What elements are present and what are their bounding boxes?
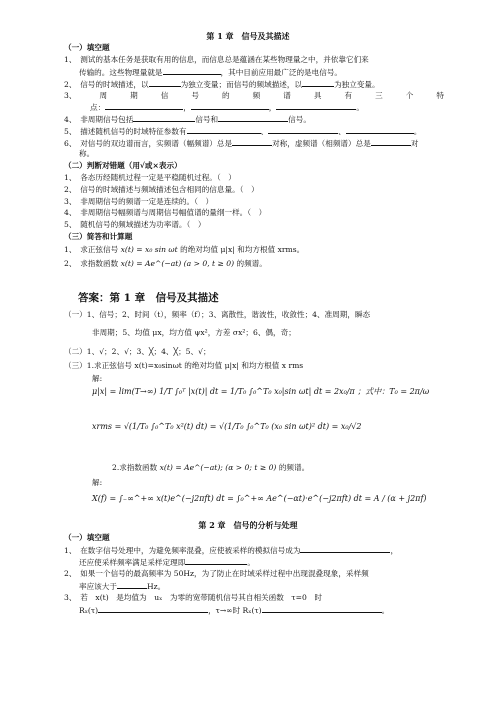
- q5-text: 5、 描述随机信号的时域特征参数有: [64, 127, 187, 136]
- q3-char: 期: [130, 91, 138, 100]
- calc-q1-prefix: 1、 求正弦信号: [64, 245, 119, 254]
- q5-blank-3[interactable]: [346, 125, 414, 134]
- ch2-q3-line2: Rₓ(τ) ，τ→∞时 Rₓ(τ) 。: [79, 606, 390, 615]
- tf-heading: （二）判断对错题（用√或×表示）: [64, 161, 182, 170]
- formula-spectrum: X(f) = ∫₋∞^+∞ x(t)e^(−j2πft) dt = ∫₀^+∞ Ae^(−αt)·e^(−j2πft) dt = A / (α + j2πf): [92, 494, 427, 503]
- ch2-q3-text-c: ，τ→∞时 Rₓ(τ): [208, 606, 262, 615]
- q2-line: [64, 78, 380, 90]
- formula-abs-mean: μ|x| = lim(T→∞) 1/T ∫₀ᵀ |x(t)| dt = 1/T₀ ∫₀^T₀ x₀|sin ωt| dt = 2x₀/π ；式中：T₀ = 2π/ω: [92, 387, 430, 396]
- q1-line1: 1、 测试的基本任务是获取有用的信息，而信息总是蕴涵在某些物理量之中，并依靠它们来: [64, 55, 369, 64]
- answers-title: 答案：第 1 章 信号及其描述: [78, 292, 219, 304]
- ch2-q1-text-b: 还应使采样频率满足采样定理即: [79, 558, 186, 567]
- q4-blank-2[interactable]: [218, 113, 288, 122]
- calc-q1: [64, 244, 304, 255]
- tf-item-4: 4、 非周期信号幅频谱与周期信号幅值谱的量纲一样。（ ）: [64, 208, 267, 217]
- q3-char: 3、: [64, 91, 77, 100]
- q2-text-c: 为独立变量。: [334, 80, 380, 89]
- q3-char: 具: [313, 91, 322, 100]
- ans-calc-q2-formula: x(t) = Ae^(−at); (α > 0; t ≥ 0): [159, 463, 277, 472]
- ch2-q3-text-b: Rₓ(τ): [79, 606, 99, 615]
- q1-blank[interactable]: [163, 66, 221, 75]
- q3-blank-1[interactable]: [105, 101, 183, 110]
- q4-text-c: 信号。: [288, 115, 311, 124]
- calc-q2-prefix: 2、 求指数函数: [64, 259, 119, 268]
- q4-blank-1[interactable]: [133, 113, 195, 122]
- ans-tf-line: （二）1、√；2、√；3、╳；4、╳；5、√；: [64, 347, 211, 356]
- calc-q2-suffix: 的频谱。: [236, 259, 267, 268]
- ch2-q1-text-a: 1、 在数字信号处理中，为避免频率混叠，应使被采样的模拟信号成为: [64, 546, 301, 555]
- q2-blank-1[interactable]: [149, 78, 181, 87]
- ch2-q1-line1: 1、 在数字信号处理中，为避免频率混叠，应使被采样的模拟信号成为 ，: [64, 546, 399, 555]
- ans-calc-q2-suffix: 的频谱。: [278, 463, 310, 472]
- ans-fill-line2: 非周期；5、均值 μx，均方值 ψx²，方差 σx²；6、偶，奇；: [92, 328, 296, 337]
- q6-blank-2[interactable]: [371, 137, 411, 146]
- ans-calc-q2-prefix: 2.求指数函数: [112, 463, 158, 472]
- q3-char: 三: [375, 91, 383, 100]
- q3-blank-2[interactable]: [191, 101, 269, 110]
- q6-line1: [64, 137, 418, 149]
- calc-q1-formula: x(t) = x₀ sin ωt: [120, 245, 178, 254]
- q2-text-a: 2、 信号的时域描述，以: [64, 80, 149, 89]
- ch2-q2-text-b: 率应该大于: [79, 582, 117, 591]
- calc-q2-formula: x(t) = Ae^(−at) (a > 0, t ≥ 0): [120, 259, 235, 268]
- q3-char: 谱: [283, 91, 291, 100]
- tf-item-2: 2、 信号的时域描述与频域描述包含相同的信息量。（ ）: [64, 185, 259, 194]
- q5-blank-2[interactable]: [268, 125, 338, 134]
- q4-line: [64, 113, 311, 125]
- ch2-q2-line1: 2、 如果一个信号的最高频率为 50Hz，为了防止在时域采样过程中出现混叠现象，采样频: [64, 569, 369, 578]
- q6-line2: 称。: [79, 149, 95, 158]
- q3-line2: 点： ， ， 。: [90, 103, 364, 112]
- q1-text-a: 传输的。这些物理量就是: [79, 68, 163, 77]
- q2-text-b: 为独立变量；而信号的频域描述，以: [180, 80, 303, 89]
- formula-rms: xrms = √(1/T₀ ∫₀^T₀ x²(t) dt) = √(1/T₀ ∫₀^T₀ (x₀ sin ωt)² dt) = x₀/√2: [92, 422, 362, 431]
- calc-q2: [64, 258, 267, 269]
- q3-char: 个: [405, 91, 414, 100]
- tf-item-5: 5、 随机信号的频域描述为功率谱。（ ）: [64, 220, 206, 229]
- ch2-q2-text-c: Hz。: [146, 582, 166, 591]
- fill-heading: （一）填空题: [64, 43, 110, 52]
- q4-text-b: 信号和: [195, 115, 219, 124]
- q6-blank-1[interactable]: [232, 137, 272, 146]
- q6-text-b: 对称，虚频谱（相频谱）总是: [272, 139, 371, 148]
- q5-blank-1[interactable]: [187, 125, 261, 134]
- q6-text-c: 对: [410, 139, 419, 148]
- ch2-q1-line2: 还应使采样频率满足采样定理即 。: [79, 558, 255, 567]
- q3-char: 有: [344, 91, 353, 100]
- q3-text: 点：: [90, 103, 106, 112]
- ans-solution-label-2: 解:: [92, 478, 103, 487]
- tf-item-1: 1、 各态历经随机过程一定是平稳随机过程。（ ）: [64, 173, 236, 182]
- ans-fill-line1: （一）1、信号；2、时间（t），频率（f）；3、离散性，谐波性，收敛性；4、准周期，瞬态: [64, 310, 371, 319]
- q2-blank-2[interactable]: [302, 78, 334, 87]
- q3-char: 的: [221, 91, 230, 100]
- chapter-2-title: 第 2 章 信号的分析与处理: [198, 520, 298, 530]
- q3-char: 周: [99, 91, 108, 100]
- ch2-q1-blank-1[interactable]: [300, 544, 390, 553]
- q1-line2: [79, 66, 342, 78]
- ch2-q3-blank-2[interactable]: [262, 604, 382, 613]
- calc-heading: （三）简答和计算题: [64, 232, 133, 241]
- tf-item-3: 3、 非周期信号的频谱一定是连续的。（ ）: [64, 197, 214, 206]
- q4-text-a: 4、 非周期信号包括: [64, 115, 134, 124]
- ch2-q2-blank[interactable]: [117, 580, 147, 589]
- q1-text-b: ，其中目前应用最广泛的是电信号。: [220, 68, 343, 77]
- q3-blank-3[interactable]: [276, 101, 356, 110]
- ans-calc-q2: [112, 462, 309, 473]
- q6-text-a: 6、 对信号的双边谱而言，实频谱（幅频谱）总是: [64, 139, 233, 148]
- q3-char: 频: [252, 91, 261, 100]
- calc-q1-suffix: 的绝对均值 μ|x| 和均方根值 xrms。: [180, 245, 305, 254]
- q3-char: 号: [191, 91, 199, 100]
- q3-char: 特: [436, 91, 444, 100]
- chapter-1-title: 第 1 章 信号及其描述: [206, 31, 290, 41]
- ch2-q3-line1: 3、 若 x(t) 是均值为 uₓ 为零的宽带随机信号其自相关函数 τ=0 时: [64, 593, 323, 602]
- ch2-fill-heading: （一）填空题: [64, 533, 110, 542]
- q3-char: 信: [160, 91, 169, 100]
- ans-calc-q1: （三）1.求正弦信号 x(t)=x₀sinωt 的绝对均值 μ|x| 和均方根值 x rms: [64, 361, 304, 370]
- q5-line: 5、 描述随机信号的时域特征参数有 、 、 。: [64, 127, 422, 136]
- ch2-q1-blank-2[interactable]: [185, 556, 247, 565]
- ch2-q3-blank-1[interactable]: [98, 604, 208, 613]
- q3-line1: [64, 90, 444, 101]
- ans-solution-label-1: 解:: [92, 374, 103, 383]
- ch2-q2-line2: [79, 580, 165, 592]
